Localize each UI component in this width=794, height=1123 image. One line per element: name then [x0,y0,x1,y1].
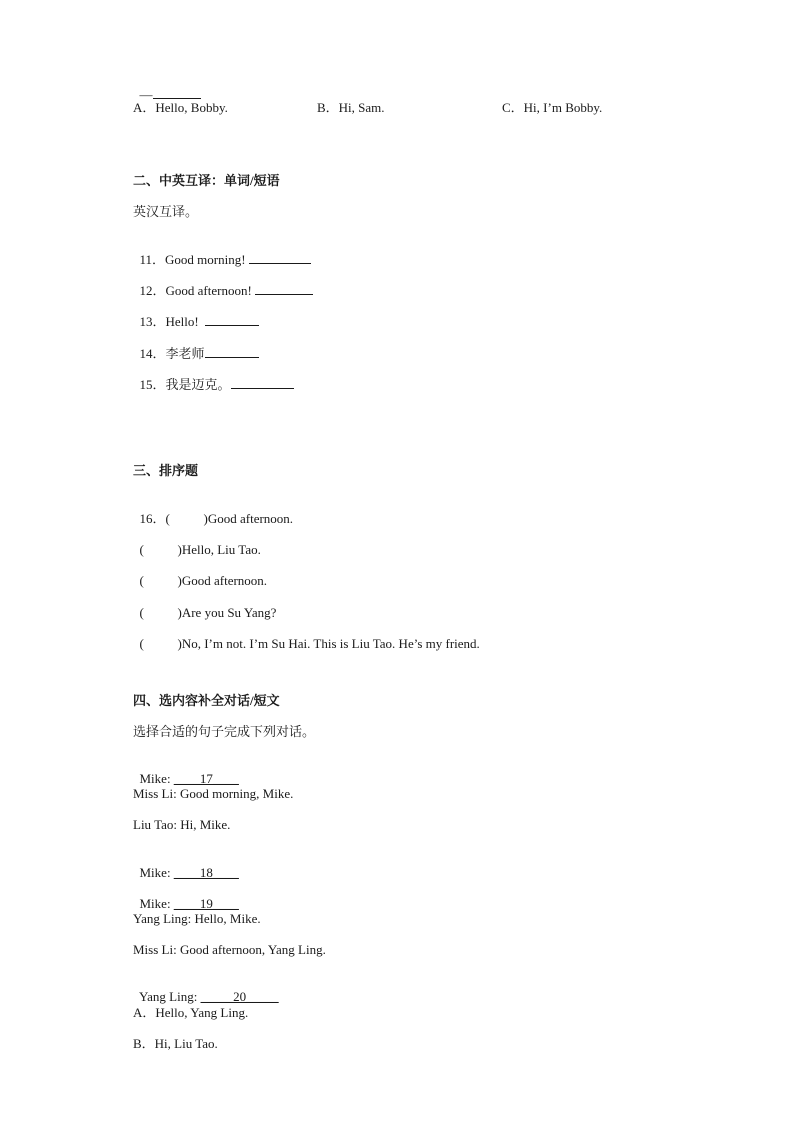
open-paren: ( [165,511,170,526]
order-box-2[interactable] [140,542,178,558]
close-paren: ) [177,573,182,588]
dialogue-speaker: Mike: [139,896,174,911]
section2-heading: 二、中英互译：单词/短语 [133,173,280,188]
dialogue-line-4 [133,849,239,881]
q10-dash: — [139,87,153,102]
section4-option-a[interactable]: A．Hello, Yang Ling. [133,1005,249,1020]
order-box-5[interactable] [140,636,178,652]
q14-blank[interactable] [205,345,259,358]
order-sentence-2: Hello, Liu Tao. [181,542,261,557]
q14-line [133,329,259,362]
open-paren: ( [139,605,144,620]
close-paren: ) [203,511,208,526]
q10-option-a[interactable]: A．Hello, Bobby. [133,100,228,115]
q15-line [133,360,294,393]
q10-blank[interactable] [153,86,201,99]
order-sentence-3: Good afternoon. [181,573,268,588]
q16-row-1 [133,495,293,527]
q11-blank[interactable] [249,251,311,264]
section4-instruction: 选择合适的句子完成下列对话。 [133,724,316,739]
order-box-1[interactable] [166,511,204,527]
dialogue-line-7: Miss Li: Good afternoon, Yang Ling. [133,942,326,957]
q16-number: 16． [139,511,166,526]
q15-text: 15．我是迈克。 [139,377,231,392]
section3-heading: 三、排序题 [133,463,199,478]
blank-18[interactable]: ____18____ [173,865,239,880]
blank-20[interactable]: _____20_____ [200,989,279,1004]
q16-row-2 [133,526,261,558]
order-box-3[interactable] [140,573,178,589]
q14-text: 14．李老师 [139,346,205,361]
dialogue-speaker: Yang Ling: [139,989,201,1004]
q16-row-3 [133,557,267,589]
dialogue-line-2: Miss Li: Good morning, Mike. [133,786,294,801]
q16-row-5 [133,620,480,652]
dialogue-speaker: Mike: [139,865,174,880]
open-paren: ( [139,636,144,651]
dialogue-line-8 [133,973,279,1005]
q12-blank[interactable] [255,282,313,295]
q13-blank[interactable] [205,313,259,326]
q10-option-c[interactable]: C．Hi, I’m Bobby. [502,100,603,115]
open-paren: ( [139,542,144,557]
dialogue-line-3: Liu Tao: Hi, Mike. [133,817,231,832]
open-paren: ( [139,573,144,588]
order-box-4[interactable] [140,605,178,621]
q11-line [133,235,311,268]
q13-line [133,297,259,330]
section4-option-b[interactable]: B．Hi, Liu Tao. [133,1036,218,1051]
blank-19[interactable]: ____19____ [173,896,239,911]
q10-option-b[interactable]: B．Hi, Sam. [317,100,385,115]
q13-text: 13．Hello! [139,314,206,329]
order-sentence-5: No, I’m not. I’m Su Hai. This is Liu Tao. He’s my friend. [181,636,480,651]
order-sentence-1: Good afternoon. [207,511,294,526]
dialogue-line-5 [133,880,239,912]
q12-text: 12．Good afternoon! [139,283,256,298]
close-paren: ) [177,542,182,557]
dialogue-line-1 [133,755,239,787]
q11-text: 11．Good morning! [139,252,249,267]
section4-heading: 四、选内容补全对话/短文 [133,693,280,708]
q16-row-4 [133,589,276,621]
section2-instruction: 英汉互译。 [133,204,199,219]
q15-blank[interactable] [231,376,294,389]
dialogue-line-6: Yang Ling: Hello, Mike. [133,911,261,926]
close-paren: ) [177,636,182,651]
blank-17[interactable]: ____17____ [173,771,239,786]
close-paren: ) [177,605,182,620]
q12-line [133,266,313,299]
order-sentence-4: Are you Su Yang? [181,605,277,620]
q10-answer-line [133,70,201,103]
dialogue-speaker: Mike: [139,771,174,786]
